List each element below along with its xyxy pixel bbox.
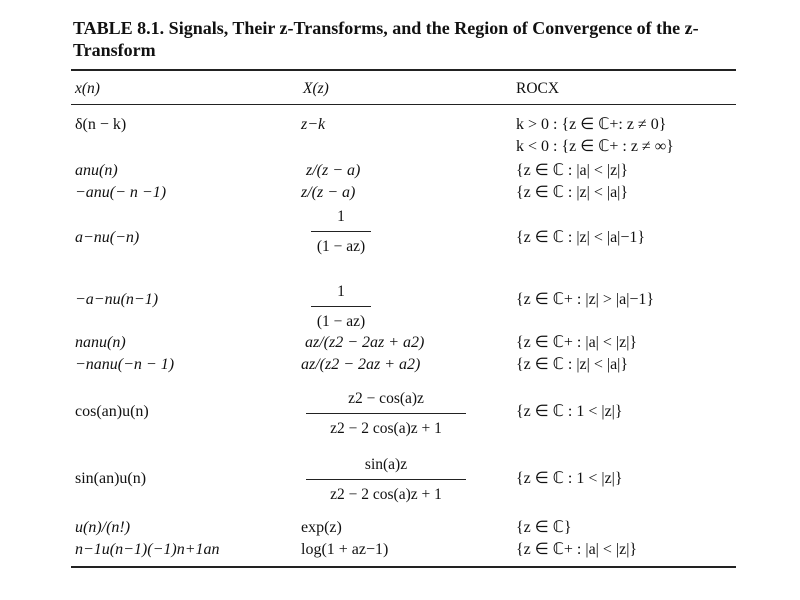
top-rule (71, 69, 736, 71)
transform-cell: z/(z − a) (306, 162, 361, 179)
signal-cell: n−1u(n−1)(−1)n+1an (75, 541, 220, 558)
fraction (256, 283, 426, 331)
signal-cell: −anu(− n −1) (75, 184, 167, 201)
signal-cell: u(n)/(n!) (75, 519, 131, 536)
fraction-denominator: (1 − az) (316, 313, 366, 330)
fraction-bar (306, 479, 466, 480)
signal-cell: −nanu(−n − 1) (75, 356, 175, 373)
fraction-denominator: z2 − 2 cos(a)z + 1 (330, 420, 442, 437)
fraction-numerator: 1 (337, 208, 345, 225)
roc-cell: {z ∈ ℂ+ : |z| > |a|−1} (516, 291, 655, 308)
roc-cell: k < 0 : {z ∈ ℂ+ : z ≠ ∞} (516, 138, 674, 155)
roc-cell: {z ∈ ℂ} (516, 519, 572, 536)
transform-cell: log(1 + az−1) (301, 541, 389, 558)
header-roc: ROCX (516, 80, 560, 97)
roc-cell: {z ∈ ℂ : 1 < |z|} (516, 403, 623, 420)
transform-cell: az/(z2 − 2az + a2) (301, 356, 421, 373)
transform-cell: exp(z) (301, 519, 342, 536)
header-rule (71, 104, 736, 105)
header-signal: x(n) (75, 80, 100, 97)
table-caption: TABLE 8.1. Signals, Their z-Transforms, and the Region of Convergence of the z-Transform (73, 18, 699, 60)
roc-cell: k > 0 : {z ∈ ℂ+: z ≠ 0} (516, 116, 667, 133)
signal-cell: anu(n) (75, 162, 118, 179)
header-transform: X(z) (303, 80, 329, 97)
signal-cell: sin(an)u(n) (75, 470, 147, 487)
fraction (301, 390, 471, 438)
roc-cell: {z ∈ ℂ+ : |a| < |z|} (516, 541, 638, 558)
bottom-rule (71, 566, 736, 568)
fraction-bar (306, 413, 466, 414)
roc-cell: {z ∈ ℂ : |a| < |z|} (516, 162, 629, 179)
signal-cell: −a−nu(n−1) (75, 291, 159, 308)
roc-cell: {z ∈ ℂ : |z| < |a|} (516, 184, 629, 201)
roc-cell: {z ∈ ℂ+ : |a| < |z|} (516, 334, 638, 351)
fraction-numerator: z2 − cos(a)z (348, 390, 424, 407)
signal-cell: nanu(n) (75, 334, 126, 351)
roc-cell: {z ∈ ℂ : |z| < |a|} (516, 356, 629, 373)
fraction-bar (311, 231, 371, 232)
signal-cell: cos(an)u(n) (75, 403, 149, 420)
signal-cell: δ(n − k) (75, 116, 127, 133)
fraction-numerator: sin(a)z (364, 456, 408, 473)
fraction-denominator: z2 − 2 cos(a)z + 1 (330, 486, 442, 503)
fraction-denominator: (1 − az) (316, 238, 366, 255)
transform-cell: z−k (301, 116, 326, 133)
fraction-bar (311, 306, 371, 307)
fraction-numerator: 1 (337, 283, 345, 300)
transform-cell: z/(z − a) (301, 184, 356, 201)
signal-cell: a−nu(−n) (75, 229, 140, 246)
roc-cell: {z ∈ ℂ : |z| < |a|−1} (516, 229, 646, 246)
roc-cell: {z ∈ ℂ : 1 < |z|} (516, 470, 623, 487)
transform-cell: az/(z2 − 2az + a2) (305, 334, 425, 351)
fraction (256, 208, 426, 256)
fraction (301, 456, 471, 504)
